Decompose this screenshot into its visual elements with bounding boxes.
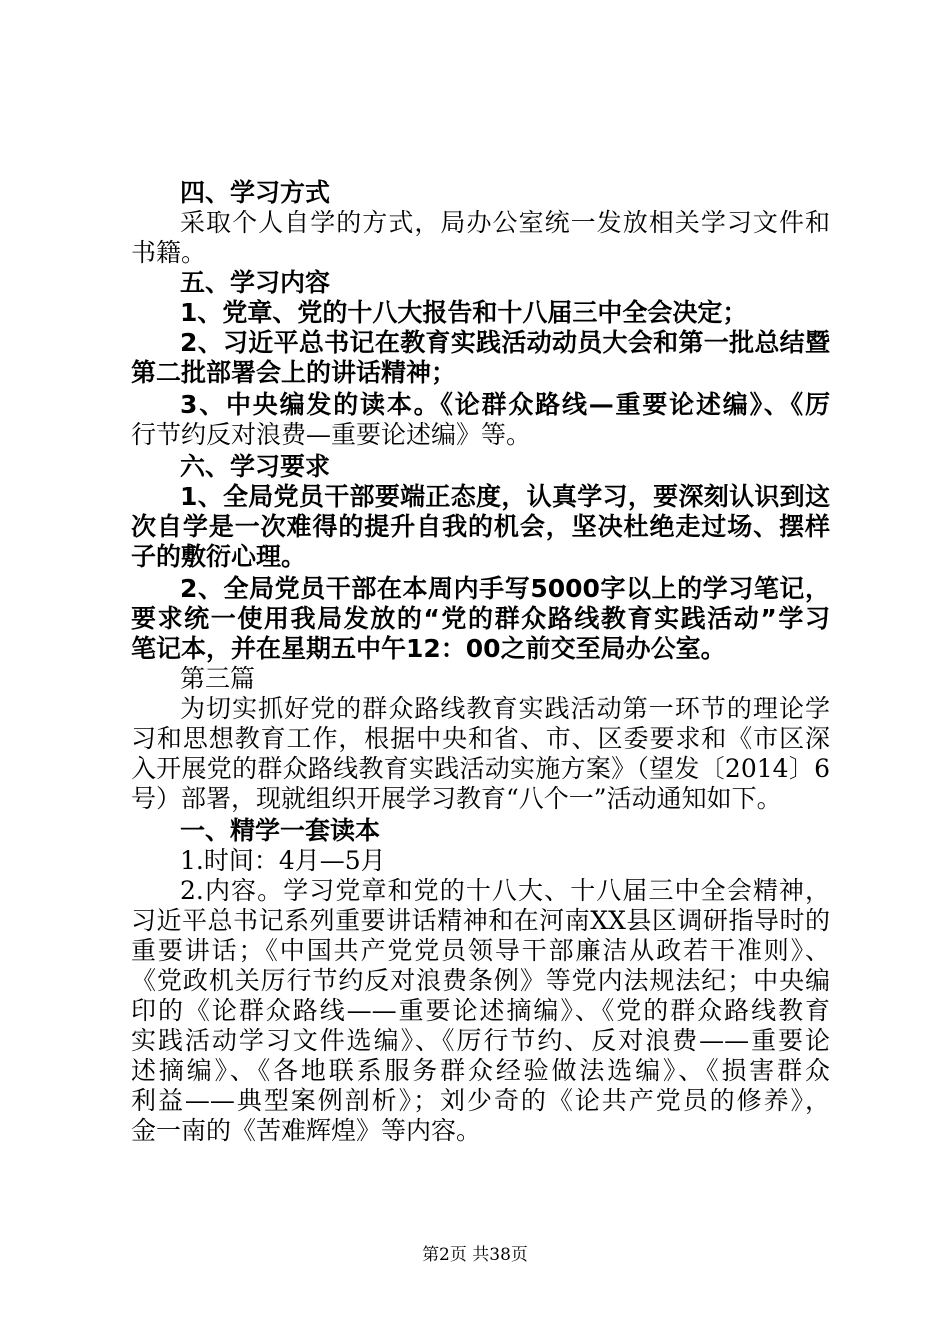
list-item-continued: 第二批部署会上的讲话精神； (131, 358, 457, 387)
list-item-continued: 要求统一使用我局发放的“党的群众路线教育实践活动”学习 (131, 604, 830, 633)
paragraph-line: 采取个人自学的方式，局办公室统一发放相关学习文件和 (180, 208, 830, 237)
paragraph-line: 入开展党的群众路线教育实践活动实施方案》（望发〔2014〕6 (131, 754, 830, 783)
list-item: 1.时间：4月—5月 (180, 846, 386, 875)
paragraph-line: 《党政机关厉行节约反对浪费条例》等党内法规法纪；中央编 (131, 966, 830, 995)
paragraph-line: 金一南的《苦难辉煌》等内容。 (131, 1116, 482, 1145)
paragraph-line: 习和思想教育工作，根据中央和省、市、区委要求和《市区深 (131, 724, 830, 753)
heading-study-content: 五、学习内容 (180, 268, 331, 297)
list-item-continued: 子的敷衍心理。 (131, 542, 307, 571)
heading-study-method: 四、学习方式 (180, 178, 331, 207)
list-item: 1、党章、党的十八大报告和十八届三中全会决定； (180, 298, 748, 327)
heading-study-requirements: 六、学习要求 (180, 452, 331, 481)
list-item: 1、全局党员干部要端正态度，认真学习，要深刻认识到这 (180, 482, 830, 511)
page-footer: 第2页 共38页 (422, 1245, 528, 1265)
list-item: 2、习近平总书记在教育实践活动动员大会和第一批总结暨 (180, 328, 830, 357)
paragraph-line: 印的《论群众路线——重要论述摘编》、《党的群众路线教育 (131, 996, 830, 1025)
list-item-continued: 次自学是一次难得的提升自我的机会，坚决杜绝走过场、摆样 (131, 512, 830, 541)
paragraph-line: 利益——典型案例剖析》；刘少奇的《论共产党员的修养》， (131, 1086, 830, 1115)
paragraph-line: 实践活动学习文件选编》、《厉行节约、反对浪费——重要论 (131, 1026, 830, 1055)
paragraph-line: 为切实抓好党的群众路线教育实践活动第一环节的理论学 (180, 694, 830, 723)
paragraph-line: 述摘编》、《各地联系服务群众经验做法选编》、《损害群众 (131, 1056, 830, 1085)
heading-reading-set: 一、精学一套读本 (180, 816, 381, 845)
paragraph-line: 书籍。 (131, 238, 207, 267)
list-item-continued: 行节约反对浪费—重要论述编》等。 (131, 420, 532, 449)
list-item: 2、全局党员干部在本周内手写5000字以上的学习笔记， (180, 574, 830, 603)
paragraph-line: 号）部署，现就组织开展学习教育“八个一”活动通知如下。 (131, 784, 782, 813)
paragraph-line: 习近平总书记系列重要讲话精神和在河南XX县区调研指导时的 (131, 906, 830, 935)
list-item-continued: 笔记本，并在星期五中午12：00之前交至局办公室。 (131, 634, 726, 663)
list-item: 3、中央编发的读本。《论群众路线—重要论述编》、《厉 (180, 390, 830, 419)
list-item: 2.内容。学习党章和党的十八大、十八届三中全会精神， (180, 876, 830, 905)
paragraph-line: 重要讲话；《中国共产党党员领导干部廉洁从政若干准则》、 (131, 936, 830, 965)
section-title-part-three: 第三篇 (180, 664, 256, 693)
